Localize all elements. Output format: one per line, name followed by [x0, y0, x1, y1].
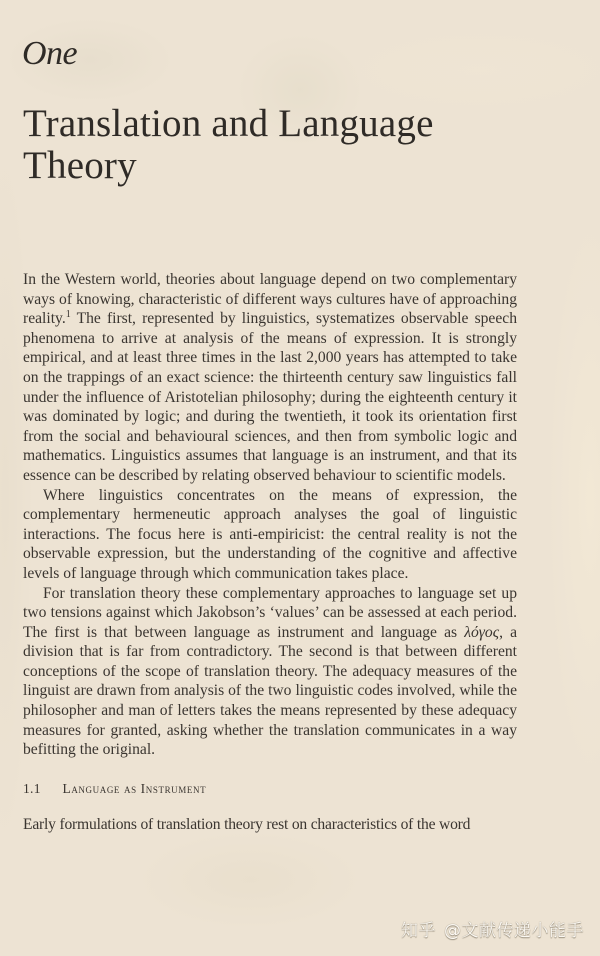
section-heading [23, 781, 206, 797]
paragraph-1 [23, 270, 517, 486]
paragraph-3-text-b: , a division that is far from contradictory. The second is that between different conceptions of the scope of translation theory. The adequacy measures of the linguist are drawn from analysis of the two linguistic codes involved, while the philosopher and man of letters takes the means represented by these adequacy measures for granted, asking whether the translation communicates in a way befitting the original. [23, 623, 518, 759]
paragraph-1-text-b: The first, represented by linguistics, systematizes observable speech phenomena to arrive at analysis of the means of expression. It is strongly empirical, and at least three times in the last 2,000 years has attempted to take on the trappings of an exact science: the thirteenth century saw linguistics fall under the influence of Aristotelian philosophy; during the eighteenth century it was dominated by logic; and during the twentieth, it took its orientation first from the social and behavioural sciences, and then from symbolic logic and mathematics. Linguistics assumes that language is an instrument, and that its essence can be described by relating observed behaviour to scientific models. [23, 310, 517, 484]
body-text [23, 270, 517, 760]
continuation-line: Early formulations of translation theory rest on characteristics of the word [23, 816, 471, 833]
watermark-handle: @文献传递小能手 [444, 921, 584, 941]
section-title: Language as Instrument [62, 781, 207, 796]
chapter-title [23, 103, 434, 187]
section-number: 1.1 [23, 781, 41, 796]
footnote-marker[interactable]: 1 [65, 309, 71, 320]
chapter-title-line-2: Theory [23, 144, 137, 187]
paragraph-1-text-a: In the Western world, theories about language depend on two complementary ways of knowing, characteristic of different ways cultures have of approaching reality. [23, 271, 517, 328]
chapter-number: One [22, 35, 78, 72]
paragraph-2: Where linguistics concentrates on the means of expression, the complementary hermeneutic approach analyses the goal of linguistic interactions. The focus here is anti-empiricist: the central reality is not the observable expression, but the understanding of the cognitive and affective levels of language through which communication takes place. [23, 486, 517, 582]
watermark-brand: 知乎 [401, 921, 436, 941]
chapter-title-line-1: Translation and Language [23, 102, 434, 145]
paragraph-3 [23, 584, 517, 760]
paragraph-3-text-a: For translation theory these complementary approaches to language set up two tensions against which Jakobson’s ‘values’ can be assessed at each period. The first is that between language as instrument and language as [23, 584, 517, 641]
greek-word-logos: λόγος [464, 623, 500, 641]
watermark [401, 920, 584, 942]
